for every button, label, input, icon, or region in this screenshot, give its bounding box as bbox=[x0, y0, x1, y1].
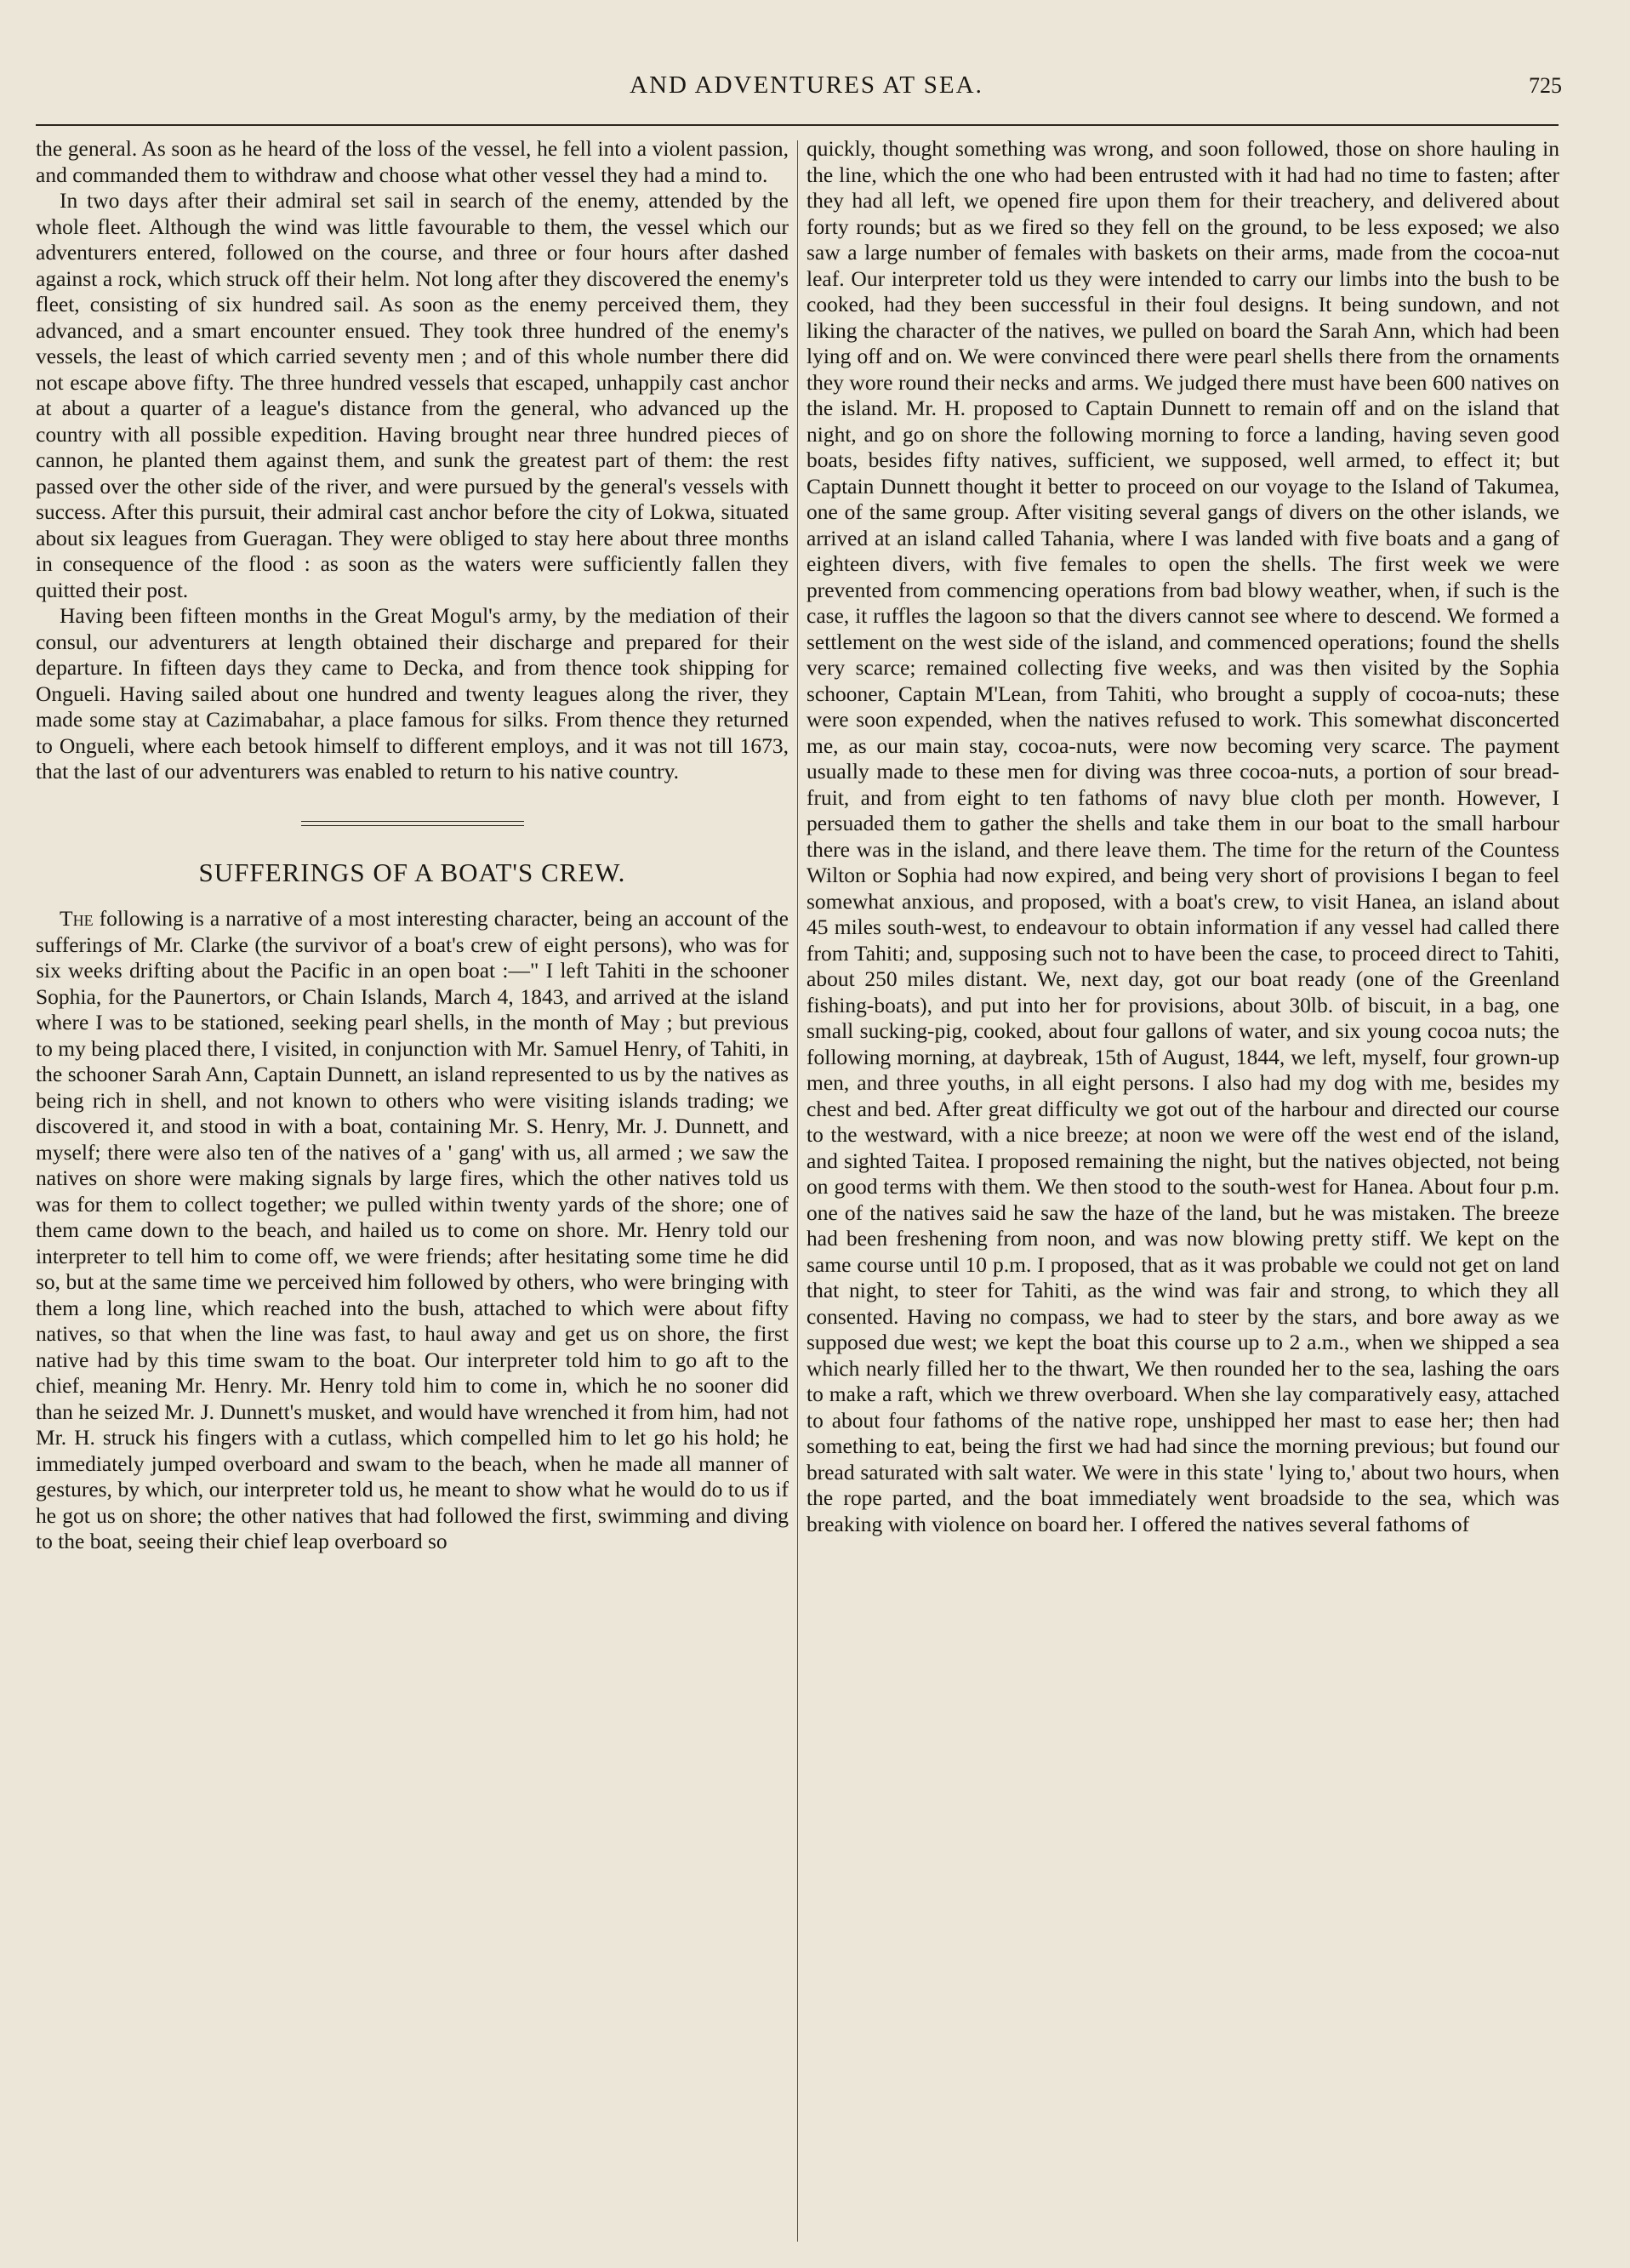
paragraph bbox=[36, 906, 789, 1555]
left-column bbox=[36, 136, 789, 2254]
page-header bbox=[51, 71, 1562, 109]
header-rule bbox=[36, 124, 1559, 126]
running-title: AND ADVENTURES AT SEA. bbox=[630, 71, 983, 99]
column-divider bbox=[797, 140, 798, 2242]
paragraph: Having been fifteen months in the Great Mogul's army, by the mediation of their consul, our adventurers at length obtained their discharge and prepared for their departure. In fifteen days they came to Decka, and from thence took shipping for Ongueli. Having sailed about one hundred and twenty leagues along the river, they made some stay at Cazimabahar, a place famous for silks. From thence they returned to Ongueli, where each betook himself to different employs, and it was not till 1673, that the last of our adventurers was enabled to return to his native country. bbox=[36, 603, 789, 784]
right-column bbox=[806, 136, 1559, 2254]
paragraph: In two days after their admiral set sail in search of the enemy, attended by the whole fleet. Although the wind was little favourable to them, the vessel which our adventurers entered, followed on the course, and three or four hours after dashed against a rock, which struck off their helm. Not long after they discovered the enemy's fleet, consisting of six hundred sail. As soon as the enemy perceived them, they advanced, and a smart encounter ensued. They took three hundred of the enemy's vessels, the least of which carried seventy men ; and of this whole number there did not escape above fifty. The three hundred vessels that escaped, unhappily cast anchor at about a quarter of a league's distance from the general, who advanced up the country with all possible expedition. Having brought near three hundred pieces of cannon, he planted them against them, and sunk the greatest part of them: the rest passed over the other side of the river, and were pursued by the general's vessels with success. After this pursuit, their admiral cast anchor before the city of Lokwa, situated about six leagues from Gueragan. They were obliged to stay here about three months in consequence of the flood : as soon as the waters were sufficiently fallen they quitted their post. bbox=[36, 188, 789, 602]
paragraph: quickly, thought something was wrong, and soon followed, those on shore hauling in the line, which the one who had been entrusted with it had had no time to fasten; after they had all left, we opened fire upon them for their treachery, and delivered about forty rounds; but as we fired so they fell on the ground, to be less exposed; we also saw a large number of females with baskets on their arms, made from the cocoa-nut leaf. Our interpreter told us they were intended to carry our limbs into the bush to be cooked, had they been successful in their foul designs. It being sundown, and not liking the character of the natives, we pulled on board the Sarah Ann, which had been lying off and on. We were convinced there were pearl shells there from the ornaments they wore round their necks and arms. We judged there must have been 600 natives on the island. Mr. H. proposed to Captain Dunnett to remain off and on the island that night, and go on shore the following morning to force a landing, having seven good boats, besides fifty natives, sufficient, we supposed, well armed, to effect it; but Captain Dunnett thought it better to proceed on our voyage to the Island of Takumea, one of the same group. After visiting several gangs of divers on the other islands, we arrived at an island called Tahania, where I was landed with five boats and a gang of eighteen divers, with five females to open the shells. The first week we were prevented from commencing operations from bad blowy weather, when, if such is the case, it ruffles the lagoon so that the divers cannot see where to descend. We formed a settlement on the west side of the island, and commenced operations; found the shells very scarce; remained collecting five weeks, and was then visited by the Sophia schooner, Captain M'Lean, from Tahiti, who brought a supply of cocoa-nuts; these were soon expended, when the natives refused to work. This somewhat disconcerted me, as our main stay, cocoa-nuts, were now becoming very scarce. The payment usually made to these men for diving was three cocoa-nuts, a portion of sour bread-fruit, and from eight to ten fathoms of navy blue cloth per month. However, I persuaded them to gather the shells and take them in our boat to the small harbour there was in the island, and there leave them. The time for the return of the Countess Wilton or Sophia had now expired, and being very short of provisions I began to feel somewhat anxious, and proposed, with a boat's crew, to visit Hanea, an island about 45 miles south-west, to endeavour to obtain information if any vessel had called there from Tahiti; and, supposing such not to have been the case, to proceed direct to Tahiti, about 250 miles distant. We, next day, got our boat ready (one of the Greenland fishing-boats), and put into her for provisions, about 30lb. of biscuit, in a bag, one small sucking-pig, cooked, about four gallons of water, and six young cocoa nuts; the following morning, at daybreak, 15th of August, 1844, we left, myself, four grown-up men, and three youths, in all eight persons. I also had my dog with me, besides my chest and bed. After great difficulty we got out of the harbour and directed our course to the westward, with a nice breeze; at noon we were off the west end of the island, and sighted Taitea. I proposed remaining the night, but the natives objected, not being on good terms with them. We then stood to the south-west for Hanea. About four p.m. one of the natives said he saw the haze of the land, but he was mistaken. The breeze had been freshening from noon, and was now blowing pretty stiff. We kept on the same course until 10 p.m. I proposed, that as it was probable we could not get on land that night, to steer for Tahiti, as the wind was fair and strong, to which they all consented. Having no compass, we had to steer by the stars, and bore away as we supposed due west; we kept the boat this course up to 2 a.m., when we shipped a sea which nearly filled her to the thwart, We then rounded her to the sea, lashing the oars to make a raft, which we threw overboard. When she lay comparatively easy, attached to about four fathoms of the native rope, unshipped her mast to ease her; then had something to eat, being the first we had had since the morning previous; but found our bread saturated with salt water. We were in this state ' lying to,' about two hours, when the rope parted, and the boat immediately went broadside to the sea, which was breaking with violence on board her. I offered the natives several fathoms of bbox=[806, 136, 1559, 1536]
paragraph-text: following is a narrative of a most interesting character, being an account of the sufferings of Mr. Clarke (the survivor of a boat's crew of eight persons), who was for six weeks drifting about the Pacific in an open boat :—" I left Tahiti in the schooner Sophia, for the Paunertors, or Chain Islands, March 4, 1843, and arrived at the island where I was to be stationed, seeking pearl shells, in the month of May ; but previous to my being placed there, I visited, in conjunction with Mr. Samuel Henry, of Tahiti, in the schooner Sarah Ann, Captain Dunnett, an island represented to us by the natives as being rich in shell, and not known to others who were visiting islands trading; we discovered it, and stood in with a boat, containing Mr. S. Henry, Mr. J. Dunnett, and myself; there were also ten of the natives of a ' gang' with us, all armed ; we saw the natives on shore were making signals by large fires, which the other natives told us was for them to collect together; we pulled within twenty yards of the shore; one of them came down to the beach, and hailed us to come on shore. Mr. Henry told our interpreter to tell him to come off, we were friends; after hesitating some time he did so, but at the same time we perceived him followed by others, who were bringing with them a long line, which reached into the bush, attached to which were about fifty natives, so that when the line was fast, to haul away and get us on shore, the first native had by this time swam to the boat. Our interpreter told him to go aft to the chief, meaning Mr. Henry. Mr. Henry told him to come in, which he no sooner did than he seized Mr. J. Dunnett's musket, and would have wrenched it from him, had not Mr. H. struck his fingers with a cutlass, which compelled him to let go his hold; he immediately jumped overboard and swam to the beach, when he made all manner of gestures, by which, our interpreter told us, he meant to show what he would do to us if he got us on shore; the other natives that had followed the first, swimming and diving to the boat, seeing their chief leap overboard so bbox=[36, 906, 789, 1553]
drop-word: The bbox=[60, 906, 94, 931]
page-number: 725 bbox=[1529, 73, 1562, 98]
section-title: SUFFERINGS OF A BOAT'S CREW. bbox=[198, 857, 626, 887]
paragraph: the general. As soon as he heard of the loss of the vessel, he fell into a violent passion, and commanded them to withdraw and choose what other vessel they had a mind to. bbox=[36, 136, 789, 187]
section-divider bbox=[301, 821, 524, 826]
